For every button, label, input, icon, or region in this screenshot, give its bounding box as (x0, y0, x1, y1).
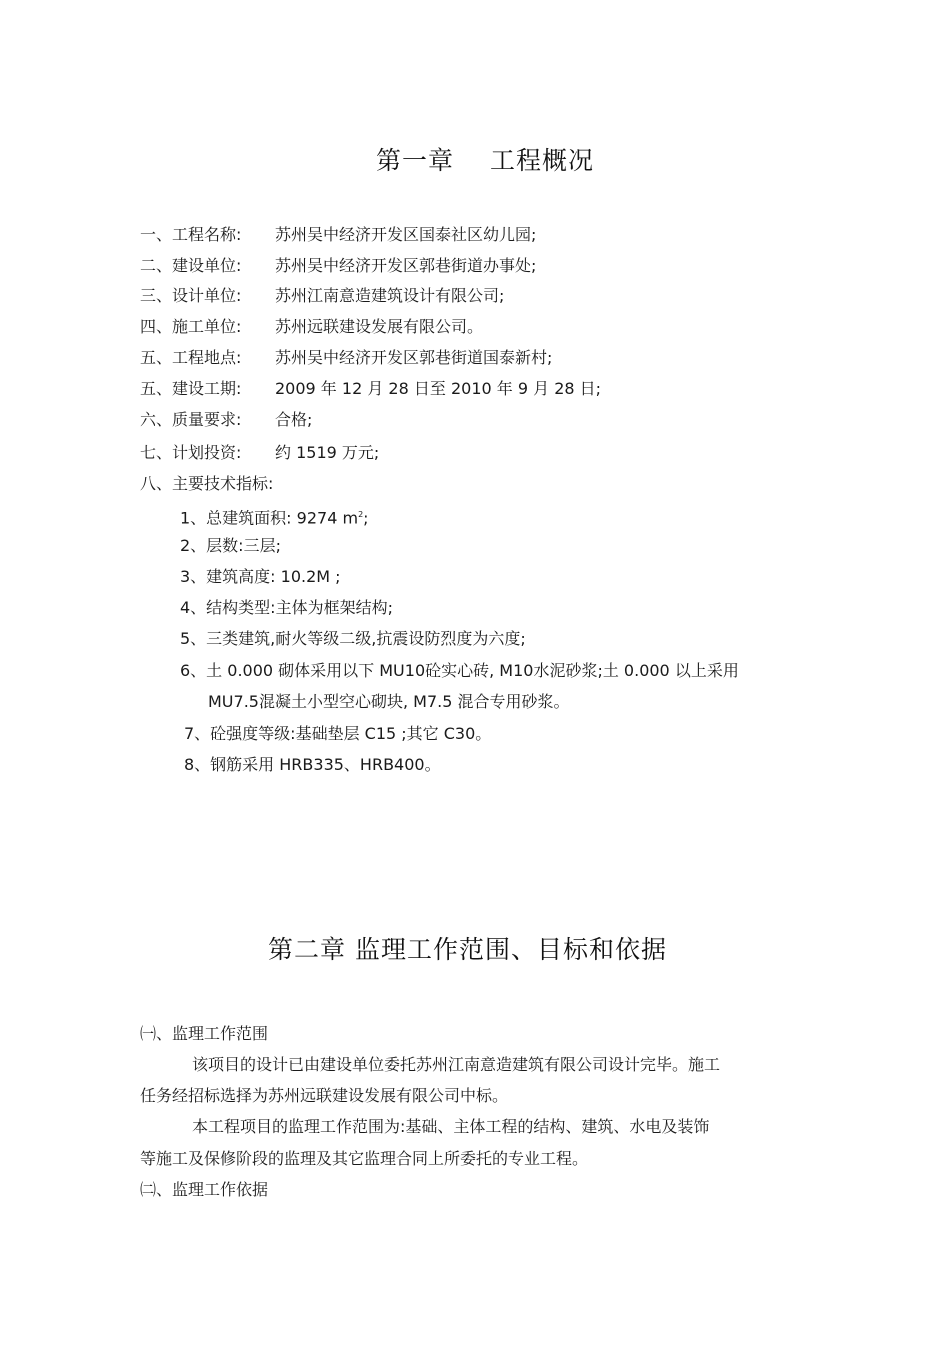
section-basis-heading: ㈡、监理工作依据 (140, 1180, 269, 1199)
tech-item-masonry-cont: MU7.5混凝土小型空心砌块, M7.5 混合专用砂浆。 (208, 692, 570, 711)
item-quality: 六、质量要求: 合格; (140, 410, 313, 429)
tech-item-area: 1、总建筑面积: 9274 $m^2$; (180, 508, 369, 528)
tech-item-height: 3、建筑高度: 10.2M ; (180, 567, 341, 586)
chapter1-name: 工程概况 (490, 146, 595, 175)
item-location: 五、工程地点: 苏州吴中经济开发区郭巷街道国泰新村; (140, 348, 553, 367)
paragraph-2-line-2: 等施工及保修阶段的监理及其它监理合同上所委托的专业工程。 (140, 1149, 589, 1168)
paragraph-1-line-2: 任务经招标选择为苏州远联建设发展有限公司中标。 (140, 1086, 509, 1105)
item-contractor: 四、施工单位: 苏州远联建设发展有限公司。 (140, 317, 484, 336)
tech-heading: 八、主要技术指标: (140, 474, 274, 493)
item-duration: 五、建设工期: 2009 年 12 月 28 日至 2010 年 9 月 28 日; (140, 379, 602, 398)
chapter2-title: 第二章 监理工作范围、目标和依据 (268, 935, 667, 964)
tech-item-concrete: 7、砼强度等级:基础垫层 C15 ;其它 C30。 (184, 724, 492, 743)
section-scope-heading: ㈠、监理工作范围 (140, 1024, 269, 1043)
paragraph-1-line-1: 该项目的设计已由建设单位委托苏州江南意造建筑有限公司设计完毕。施工 (192, 1055, 721, 1074)
tech-item-floors: 2、层数:三层; (180, 536, 281, 555)
paragraph-2-line-1: 本工程项目的监理工作范围为:基础、主体工程的结构、建筑、水电及装饰 (192, 1117, 710, 1136)
chapter1-number: 第一章 (376, 146, 455, 175)
item-designer: 三、设计单位: 苏州江南意造建筑设计有限公司; (140, 286, 505, 305)
tech-item-class: 5、三类建筑,耐火等级二级,抗震设防烈度为六度; (180, 629, 526, 648)
tech-item-structure: 4、结构类型:主体为框架结构; (180, 598, 393, 617)
tech-item-masonry: 6、土 0.000 砌体采用以下 MU10砼实心砖, M10水泥砂浆;土 0.000 以上采用 (180, 661, 739, 680)
item-project-name: 一、工程名称: 苏州吴中经济开发区国泰社区幼儿园; (140, 225, 537, 244)
tech-item-rebar: 8、钢筋采用 HRB335、HRB400。 (184, 755, 441, 774)
item-client: 二、建设单位: 苏州吴中经济开发区郭巷街道办事处; (140, 256, 537, 275)
chapter1-title (376, 141, 594, 177)
item-investment: 七、计划投资: 约 1519 万元; (140, 443, 380, 462)
